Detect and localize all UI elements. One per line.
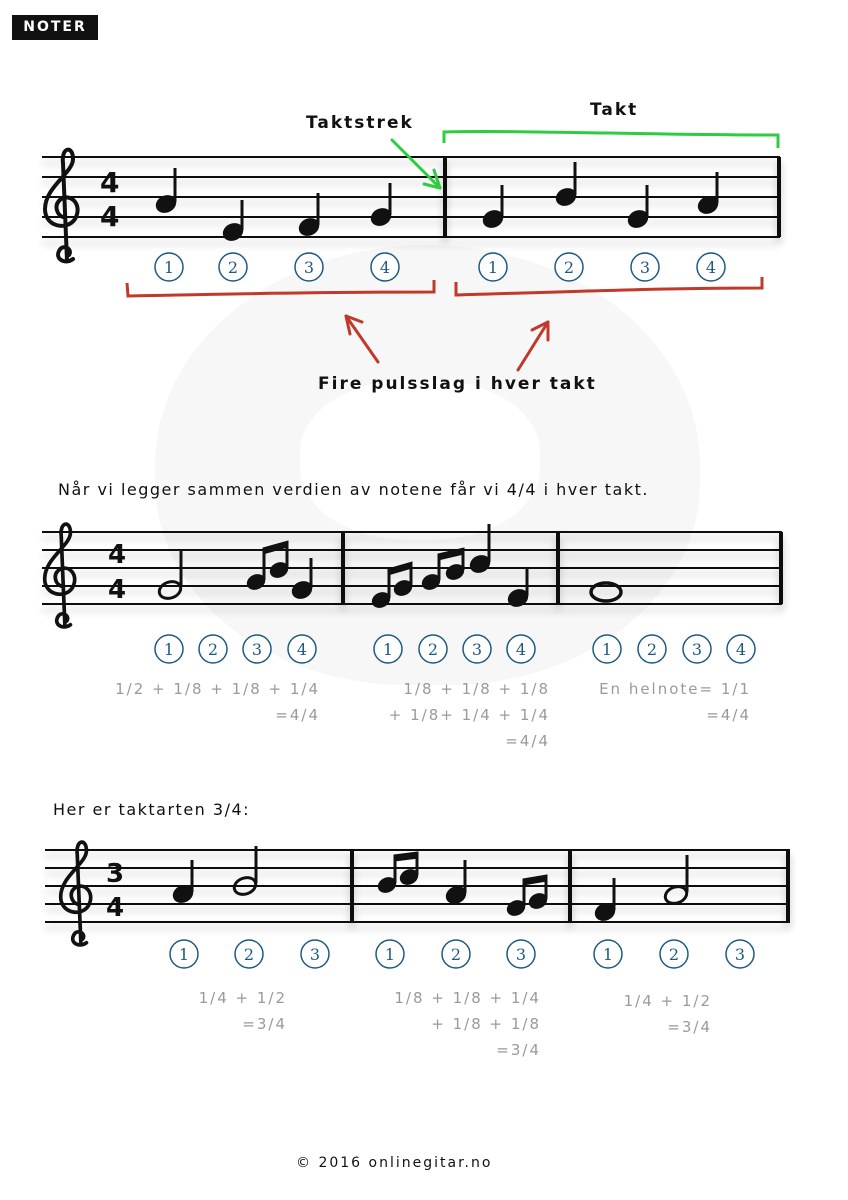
pulse-arrow-icon xyxy=(346,316,378,362)
beat-circle xyxy=(155,253,183,281)
beat-circle xyxy=(727,635,755,663)
svg-text:2: 2 xyxy=(427,640,439,659)
beat-circle xyxy=(219,253,247,281)
svg-text:2: 2 xyxy=(646,640,658,659)
calc-line: =3/4 xyxy=(242,1015,287,1033)
beat-numbers-top xyxy=(155,253,725,281)
svg-text:2: 2 xyxy=(207,640,219,659)
svg-text:1: 1 xyxy=(163,258,175,277)
calc-line: =4/4 xyxy=(275,706,320,724)
calc-line: 1/4 + 1/2 xyxy=(623,992,712,1010)
quarter-note xyxy=(297,193,322,238)
svg-text:1: 1 xyxy=(384,945,396,964)
beat-numbers-bottom xyxy=(170,940,754,968)
time-sig-bottom: 4 xyxy=(108,575,127,605)
time-signature xyxy=(108,540,126,605)
label-takt: Takt xyxy=(590,100,639,120)
beat-circle xyxy=(593,635,621,663)
beat-circle xyxy=(371,253,399,281)
calc-line: 1/4 + 1/2 xyxy=(198,989,287,1007)
treble-clef-icon xyxy=(45,150,78,262)
beat-circle xyxy=(442,940,470,968)
calc-line: 1/2 + 1/8 + 1/8 + 1/4 xyxy=(115,680,320,698)
svg-text:1: 1 xyxy=(382,640,394,659)
beat-circle xyxy=(479,253,507,281)
svg-text:3: 3 xyxy=(303,258,315,277)
quarter-note xyxy=(593,878,618,923)
quarter-note xyxy=(481,185,506,230)
svg-text:3: 3 xyxy=(691,640,703,659)
beat-circle xyxy=(507,940,535,968)
svg-text:2: 2 xyxy=(243,945,255,964)
calc-line: =4/4 xyxy=(505,732,550,750)
eighth-note-pair xyxy=(245,541,290,592)
svg-text:2: 2 xyxy=(668,945,680,964)
quarter-note xyxy=(171,860,196,905)
pulse-arrow-icon xyxy=(518,322,548,370)
taktstrek-arrow-icon xyxy=(392,140,440,188)
svg-text:1: 1 xyxy=(601,640,613,659)
svg-text:1: 1 xyxy=(602,945,614,964)
staff-top xyxy=(42,157,780,237)
beat-circle xyxy=(726,940,754,968)
svg-text:4: 4 xyxy=(296,640,308,659)
takt-bracket xyxy=(444,132,778,148)
svg-text:2: 2 xyxy=(227,258,239,277)
footer-copyright: © 2016 onlinegitar.no xyxy=(296,1155,493,1171)
beat-circle xyxy=(288,635,316,663)
eighth-note-pair xyxy=(505,875,549,918)
beat-circle xyxy=(555,253,583,281)
notes-bottom xyxy=(171,846,690,923)
calc-line: 1/8 + 1/8 + 1/4 xyxy=(394,989,541,1007)
beat-circle xyxy=(631,253,659,281)
quarter-note xyxy=(696,172,721,216)
heading-three-four: Her er taktarten 3/4: xyxy=(53,800,251,819)
quarter-note xyxy=(444,860,469,906)
pulse-bracket-1 xyxy=(127,280,434,296)
svg-text:2: 2 xyxy=(563,258,575,277)
calc-line: + 1/8 + 1/8 xyxy=(431,1015,541,1033)
quarter-note xyxy=(369,183,394,228)
svg-text:4: 4 xyxy=(379,258,391,277)
beat-circle xyxy=(199,635,227,663)
notes-top xyxy=(154,162,721,243)
beat-circle xyxy=(594,940,622,968)
label-taktstrek: Taktstrek xyxy=(306,113,414,133)
label-pulse: Fire pulsslag i hver takt xyxy=(318,374,597,394)
svg-text:3: 3 xyxy=(734,945,746,964)
time-sig-bottom: 4 xyxy=(100,200,120,233)
quarter-note xyxy=(626,185,651,230)
beat-circle xyxy=(660,940,688,968)
beat-circle xyxy=(507,635,535,663)
beat-circle xyxy=(419,635,447,663)
calc-line: En helnote= 1/1 xyxy=(599,680,751,698)
calc-line: 1/8 + 1/8 + 1/8 xyxy=(403,680,550,698)
beat-circle xyxy=(376,940,404,968)
svg-text:1: 1 xyxy=(163,640,175,659)
calc-line: =4/4 xyxy=(706,706,751,724)
beat-circle xyxy=(235,940,263,968)
svg-text:3: 3 xyxy=(639,258,651,277)
time-sig-top: 4 xyxy=(108,540,127,570)
svg-text:3: 3 xyxy=(309,945,321,964)
beat-circle xyxy=(374,635,402,663)
treble-clef-icon xyxy=(45,524,75,627)
beat-circle xyxy=(301,940,329,968)
beat-circle xyxy=(170,940,198,968)
quarter-note xyxy=(554,162,579,208)
half-note xyxy=(157,550,183,601)
time-sig-top: 3 xyxy=(106,859,125,889)
svg-text:3: 3 xyxy=(515,945,527,964)
beat-circle xyxy=(638,635,666,663)
beat-circle xyxy=(155,635,183,663)
quarter-note xyxy=(154,168,179,215)
time-signature xyxy=(100,166,119,233)
svg-text:1: 1 xyxy=(487,258,499,277)
svg-text:2: 2 xyxy=(450,945,462,964)
calc-line: =3/4 xyxy=(496,1041,541,1059)
svg-text:4: 4 xyxy=(735,640,747,659)
eighth-note-pair xyxy=(376,852,420,895)
svg-text:4: 4 xyxy=(515,640,527,659)
quarter-note xyxy=(290,558,315,601)
beat-circle xyxy=(295,253,323,281)
time-signature xyxy=(106,859,124,923)
svg-text:4: 4 xyxy=(705,258,717,277)
svg-text:1: 1 xyxy=(178,945,190,964)
beat-circle xyxy=(463,635,491,663)
svg-text:3: 3 xyxy=(251,640,263,659)
calc-line: =3/4 xyxy=(667,1018,712,1036)
half-note xyxy=(232,846,258,897)
beat-circle xyxy=(697,253,725,281)
svg-text:3: 3 xyxy=(471,640,483,659)
beat-circle xyxy=(683,635,711,663)
time-sig-bottom: 4 xyxy=(106,893,125,923)
beat-circle xyxy=(243,635,271,663)
section-tag: NOTER xyxy=(12,15,98,40)
calc-line: + 1/8+ 1/4 + 1/4 xyxy=(388,706,550,724)
beat-numbers-middle xyxy=(155,635,755,663)
time-sig-top: 4 xyxy=(100,166,120,199)
half-note xyxy=(663,855,689,906)
treble-clef-icon xyxy=(61,842,91,945)
heading-sum-values: Når vi legger sammen verdien av notene får vi 4/4 i hver takt. xyxy=(58,480,649,499)
